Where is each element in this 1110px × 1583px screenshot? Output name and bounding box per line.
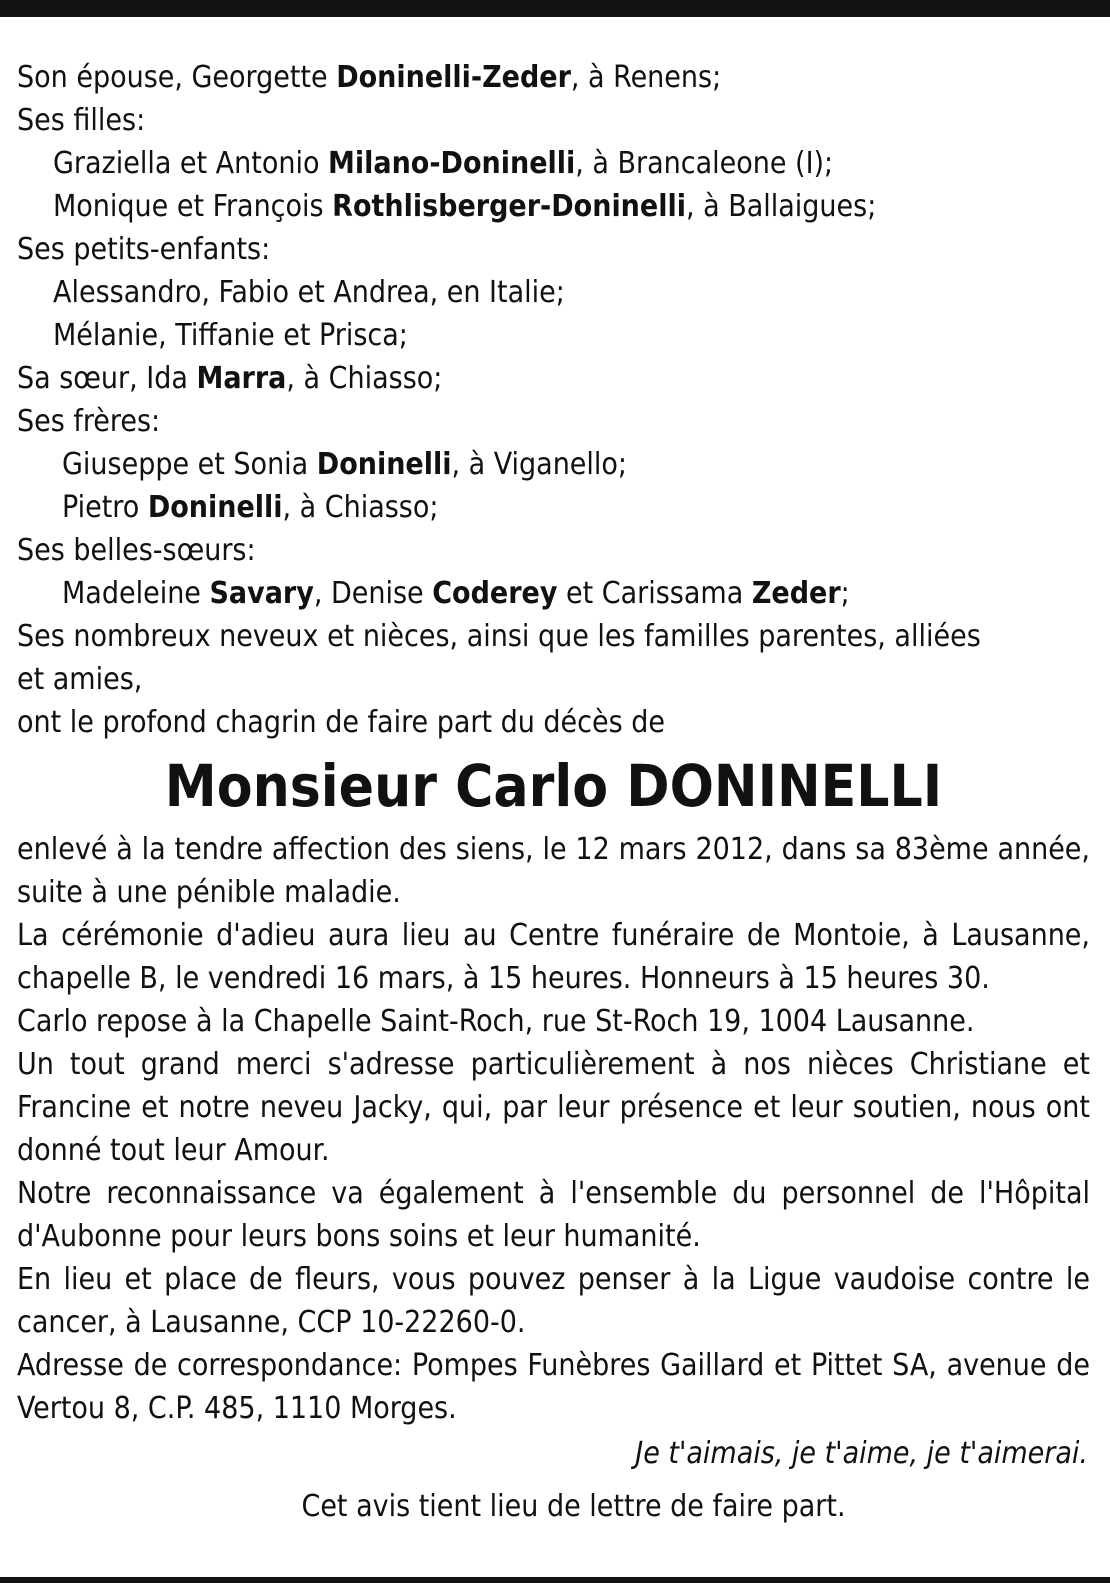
body-paragraph: Un tout grand merci s'adresse particulièrement à nos nièces Christiane et Francine et notre neveu Jacky, qui, par leur présence et leur soutien, nous ont donné tout leur Amour. [17,1047,1090,1168]
relatives-line: Ses nombreux neveux et nièces, ainsi que les familles parentes, alliées [17,619,981,654]
family-name: Milano-Doninelli [328,146,576,181]
sister-line: Sa sœur, Ida Marra, à Chiasso; [17,361,443,396]
sisters-in-law-line: Madeleine Savary, Denise Coderey et Carissama Zeder; [62,576,850,611]
top-border-rule [0,0,1110,17]
family-name: Rothlisberger-Doninelli [332,189,686,224]
family-name: Savary [209,576,314,611]
relatives-line: et amies, [17,662,143,697]
brothers-label: Ses frères: [17,404,161,439]
daughters-label: Ses filles: [17,103,146,138]
announcement-line: ont le profond chagrin de faire part du décès de [17,705,666,740]
daughter-line: Monique et François Rothlisberger-Doninelli, à Ballaigues; [53,189,877,224]
body-paragraph: enlevé à la tendre affection des siens, le 12 mars 2012, dans sa 83ème année, suite à une pénible maladie. [17,832,1090,910]
footer-note: Cet avis tient lieu de lettre de faire part. [301,1489,846,1524]
body-paragraph: La cérémonie d'adieu aura lieu au Centre funéraire de Montoie, à Lausanne, chapelle B, le vendredi 16 mars, à 15 heures. Honneurs à 15 heures 30. [17,918,1090,996]
family-name: Coderey [432,576,558,611]
closing-quote: Je t'aimais, je t'aime, je t'aimerai. [635,1436,1088,1471]
family-name: Zeder [751,576,841,611]
grandchildren-line: Mélanie, Tiffanie et Prisca; [53,318,408,353]
grandchildren-label: Ses petits-enfants: [17,232,271,267]
daughter-line: Graziella et Antonio Milano-Doninelli, à Brancaleone (I); [53,146,834,181]
spouse-line: Son épouse, Georgette Doninelli-Zeder, à Renens; [17,60,722,95]
body-paragraph: En lieu et place de fleurs, vous pouvez penser à la Ligue vaudoise contre le cancer, à Lausanne, CCP 10-22260-0. [17,1262,1090,1340]
grandchildren-line: Alessandro, Fabio et Andrea, en Italie; [53,275,565,310]
brother-line: Giuseppe et Sonia Doninelli, à Viganello; [62,447,628,482]
bottom-border-rule [0,1577,1110,1583]
family-name: Marra [196,361,287,396]
family-name: Doninelli [147,490,283,525]
spouse-name: Doninelli-Zeder [336,60,571,95]
body-paragraph: Notre reconnaissance va également à l'ensemble du personnel de l'Hôpital d'Aubonne pour leurs bons soins et leur humanité. [17,1176,1090,1254]
body-paragraph: Adresse de correspondance: Pompes Funèbres Gaillard et Pittet SA, avenue de Vertou 8, C.P. 485, 1110 Morges. [17,1348,1090,1426]
brother-line: Pietro Doninelli, à Chiasso; [62,490,439,525]
deceased-name-heading: Monsieur Carlo DONINELLI [164,752,943,820]
body-paragraph: Carlo repose à la Chapelle Saint-Roch, rue St-Roch 19, 1004 Lausanne. [17,1004,975,1039]
family-name: Doninelli [316,447,452,482]
sisters-in-law-label: Ses belles-sœurs: [17,533,256,568]
death-notice [17,56,1090,1528]
